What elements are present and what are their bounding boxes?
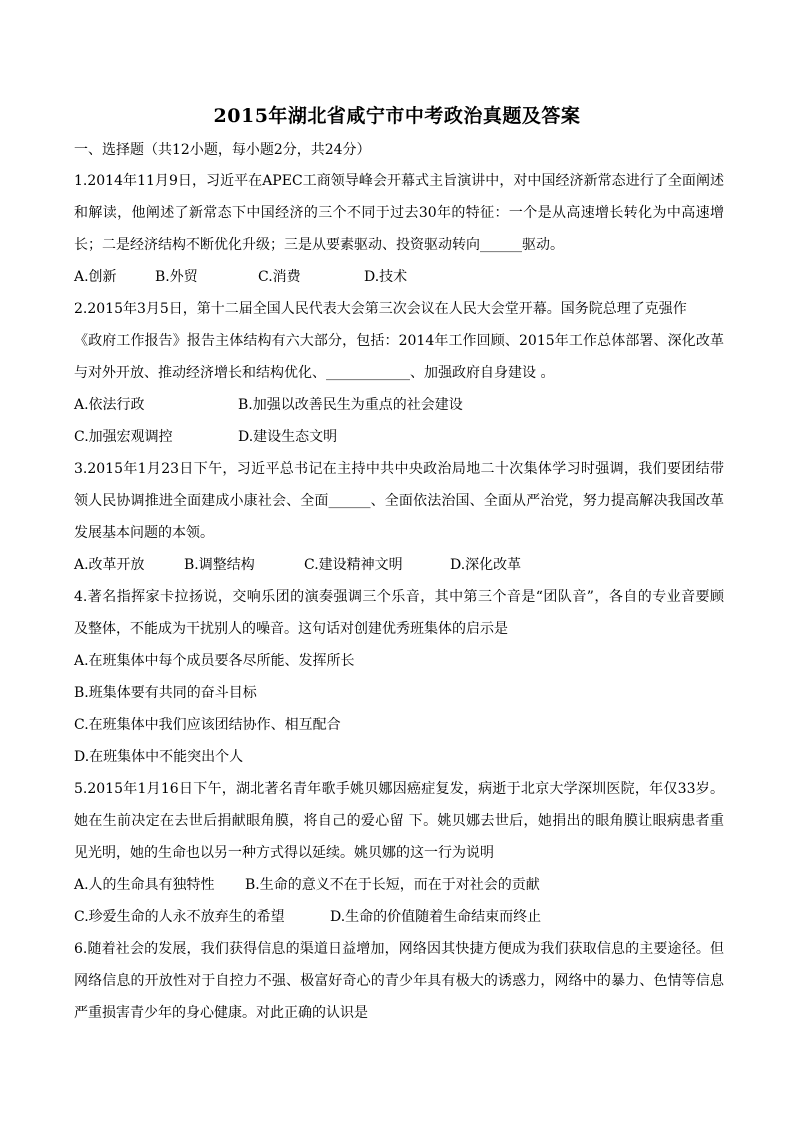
question-5-line-2: 她在生前决定在去世后捐献眼角膜，将自己的爱心留 下。姚贝娜去世后，她捐出的眼角膜让眼病患者重 xyxy=(74,813,724,829)
question-1-line-1: 1.2014年11月9日，习近平在APEC工商领导峰会开幕式主旨演讲中，对中国经济新常态进行了全面阐述 xyxy=(74,173,724,189)
question-2-option-a: A.依法行政 xyxy=(74,397,145,413)
question-5-line-1: 5.2015年1月16日下午，湖北著名青年歌手姚贝娜因癌症复发，病逝于北京大学深圳医院，年仅33岁。 xyxy=(74,781,724,797)
question-5-line-3: 见光明，她的生命也以另一种方式得以延续。姚贝娜的这一行为说明 xyxy=(74,845,494,861)
question-3-option-c: C.建设精神文明 xyxy=(304,557,403,573)
question-3-line-1: 3.2015年1月23日下午，习近平总书记在主持中共中央政治局地二十次集体学习时强调，我们要团结带 xyxy=(74,461,724,477)
question-1-option-a: A.创新 xyxy=(74,269,117,285)
question-4-option-b: B.班集体要有共同的奋斗目标 xyxy=(74,685,257,701)
question-2-line-1: 2.2015年3月5日，第十二届全国人民代表大会第三次会议在人民大会堂开幕。国务院总理了克强作 xyxy=(74,301,687,317)
question-4-option-a: A.在班集体中每个成员要各尽所能、发挥所长 xyxy=(74,653,355,669)
question-4-line-2: 及整体，不能成为干扰别人的噪音。这句话对创建优秀班集体的启示是 xyxy=(74,621,508,637)
section-heading: 一、选择题（共12小题，每小题2分，共24分） xyxy=(74,142,371,158)
question-4-line-1: 4.著名指挥家卡拉扬说，交响乐团的演奏强调三个乐音，其中第三个音是“团队音”，各自的专业音要顾 xyxy=(74,589,724,605)
question-1-line-2: 和解读，他阐述了新常态下中国经济的三个不同于过去30年的特征：一个是从高速增长转化为中高速增 xyxy=(74,205,724,221)
question-2-option-b: B.加强以改善民生为重点的社会建设 xyxy=(238,397,463,413)
question-3-option-b: B.调整结构 xyxy=(184,557,255,573)
question-3-line-2: 领人民协调推进全面建成小康社会、全面______、全面依法治国、全面从严治党，努力提高解决我国改革 xyxy=(74,493,724,509)
question-3-option-a: A.改革开放 xyxy=(74,557,145,573)
question-2-option-d: D.建设生态文明 xyxy=(238,429,338,445)
question-6-line-3: 严重损害青少年的身心健康。对此正确的认识是 xyxy=(74,1005,368,1021)
question-1-option-d: D.技术 xyxy=(364,269,408,285)
question-2-line-2: 《政府工作报告》报告主体结构有六大部分，包括：2014年工作回顾、2015年工作总体部署、深化改革 xyxy=(74,333,724,349)
question-6-line-2: 网络信息的开放性对于自控力不强、极富好奇心的青少年具有极大的诱惑力，网络中的暴力、色情等信息 xyxy=(74,973,724,989)
question-1-option-b: B.外贸 xyxy=(155,269,198,285)
question-4-option-c: C.在班集体中我们应该团结协作、相互配合 xyxy=(74,717,341,733)
question-3-line-3: 发展基本问题的本领。 xyxy=(74,525,214,541)
question-1-option-c: C.消费 xyxy=(258,269,301,285)
document-title: 2015年湖北省咸宁市中考政治真题及答案 xyxy=(213,105,581,127)
question-5-option-c: C.珍爱生命的人永不放弃生的希望 xyxy=(74,909,285,925)
question-2-line-3: 与对外开放、推动经济增长和结构优化、____________、加强政府自身建设 。 xyxy=(74,365,555,381)
question-4-option-d: D.在班集体中不能突出个人 xyxy=(74,749,244,765)
question-5-option-b: B.生命的意义不在于长短，而在于对社会的贡献 xyxy=(245,877,540,893)
question-3-option-d: D.深化改革 xyxy=(450,557,522,573)
question-6-line-1: 6.随着社会的发展，我们获得信息的渠道日益增加，网络因其快捷方便成为我们获取信息的主要途径。但 xyxy=(74,941,724,957)
question-2-option-c: C.加强宏观调控 xyxy=(74,429,173,445)
question-5-option-d: D.生命的价值随着生命结束而终止 xyxy=(330,909,542,925)
question-5-option-a: A.人的生命具有独特性 xyxy=(74,877,215,893)
question-1-line-3: 长；二是经济结构不断优化升级；三是从要素驱动、投资驱动转向______驱动。 xyxy=(74,237,564,253)
